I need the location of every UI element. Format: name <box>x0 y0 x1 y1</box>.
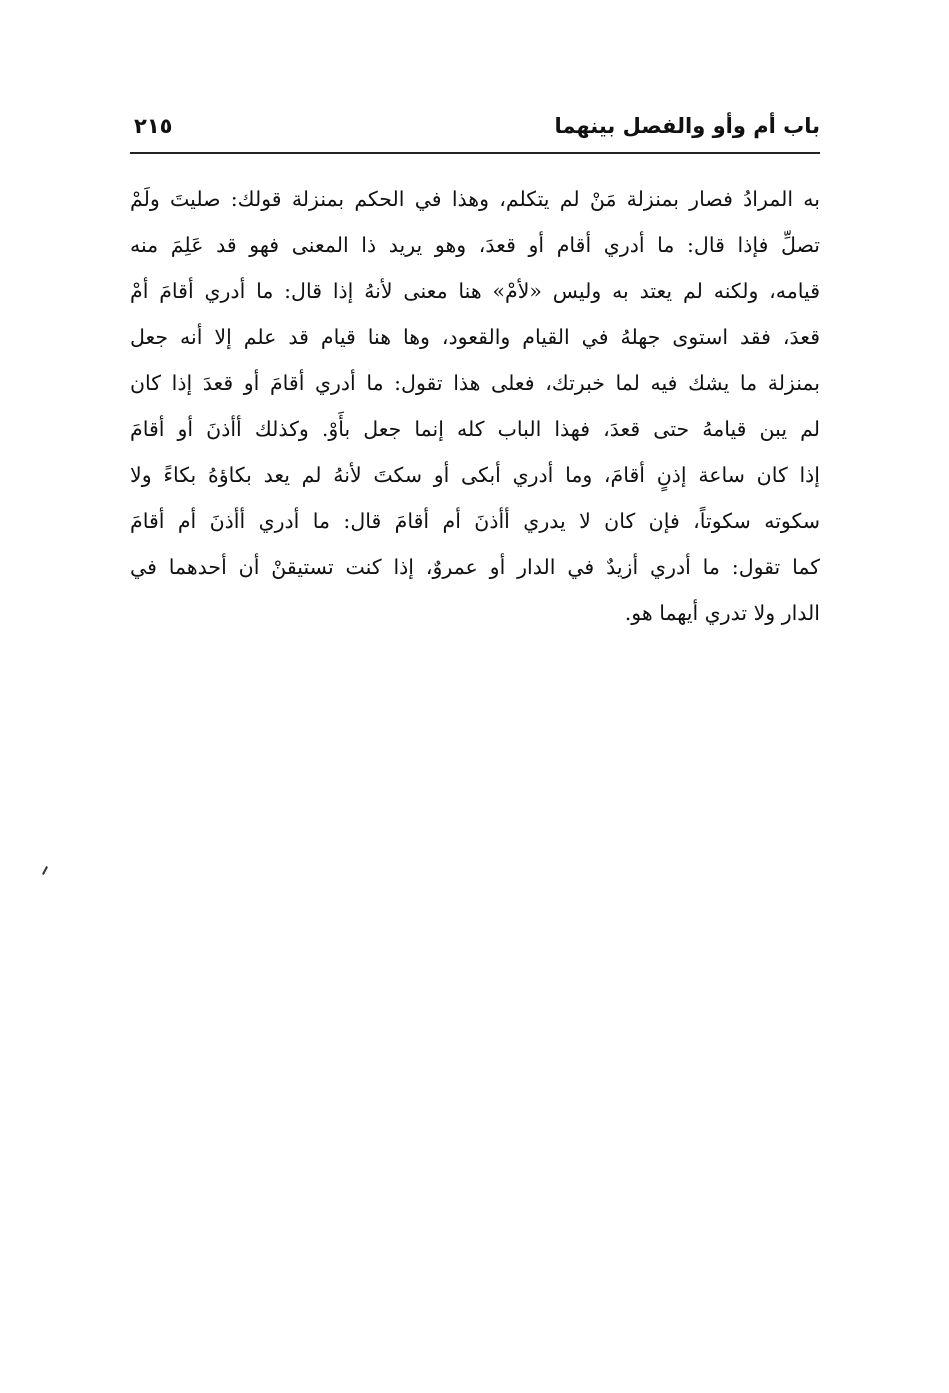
text-line-2: تصلِّ فإذا قال: ما أدري أقام أو قعدَ، وهو يريد ذا المعنى فهو قد عَلِمَ منه <box>130 233 820 257</box>
text-line-10: الدار ولا تدري أيهما هو. <box>624 601 820 625</box>
scan-speck <box>42 866 48 875</box>
body-text <box>130 176 820 636</box>
text-line-1: به المرادُ فصار بمنزلة مَنْ لم يتكلم، وهذا في الحكم بمنزلة قولك: صليتَ ولَمْ <box>130 187 820 211</box>
text-line-4: قعدَ، فقد استوى جهلهُ في القيام والقعود، وها هنا قيام قد علم إلا أنه جعل <box>130 325 820 349</box>
text-line-3: قيامه، ولكنه لم يعتد به وليس «لأمْ» هنا معنى لأنهُ إذا قال: ما أدري أقامَ أمْ <box>130 279 820 303</box>
text-line-9: كما تقول: ما أدري أزيدٌ في الدار أو عمروٌ، إذا كنت تستيقنْ أن أحدهما في <box>130 555 820 579</box>
running-head: باب أم وأو والفصل بينهما <box>554 114 820 138</box>
text-line-8: سكوته سكوتاً، فإن كان لا يدري أأذنَ أم أقامَ قال: ما أدري أأذنَ أم أقامَ <box>130 509 820 533</box>
page-number: ٢١٥ <box>134 114 173 138</box>
text-line-5: بمنزلة ما يشك فيه لما خبرتك، فعلى هذا تقول: ما أدري أقامَ أو قعدَ إذا كان <box>130 371 820 395</box>
page-header <box>130 112 820 154</box>
text-line-7: إذا كان ساعة إذنٍ أقامَ، وما أدري أبكى أو سكتَ لأنهُ لم يعد بكاؤهُ بكاءً ولا <box>130 463 820 487</box>
text-line-6: لم يبن قيامهُ حتى قعدَ، فهذا الباب كله إنما جعل بأَوْ. وكذلك أأذنَ أو أقامَ <box>130 417 820 441</box>
